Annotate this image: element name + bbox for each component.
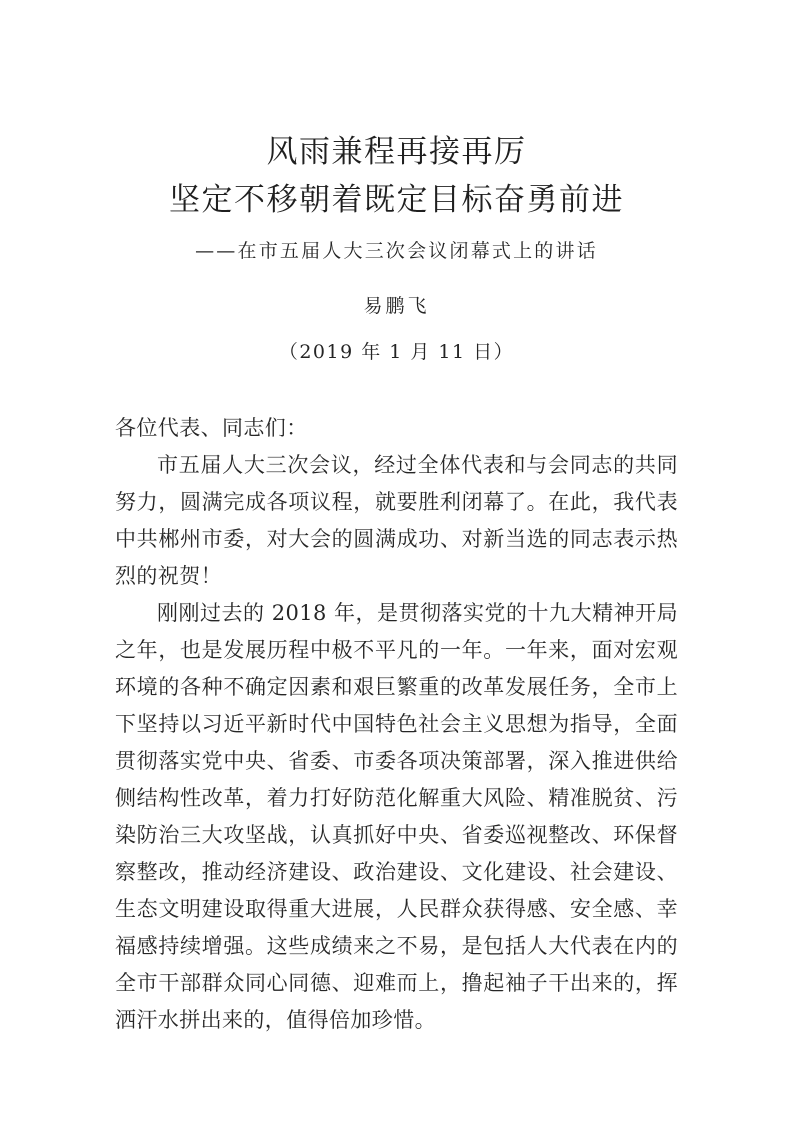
document-author: 易鹏飞 bbox=[363, 295, 430, 317]
document-title-line-1: 风雨兼程再接再厉 bbox=[266, 134, 527, 170]
document-body bbox=[115, 410, 678, 1039]
document-title-block bbox=[0, 128, 793, 224]
salutation: 各位代表、同志们： bbox=[115, 416, 308, 440]
body-paragraph: 市五届人大三次会议，经过全体代表和与会同志的共同努力，圆满完成各项议程，就要胜利闭幕了。在此，我代表中共郴州市委，对大会的圆满成功、对新当选的同志表示热烈的祝贺！ bbox=[115, 453, 678, 588]
document-date: （2019 年 1 月 11 日） bbox=[278, 341, 515, 363]
body-paragraph: 刚刚过去的 2018 年，是贯彻落实党的十九大精神开局之年，也是发展历程中极不平凡的一年。一年来，面对宏观环境的各种不确定因素和艰巨繁重的改革发展任务，全市上下坚持以习近平新时代中国特色社会主义思想为指导，全面贯彻落实党中央、省委、市委各项决策部署，深入推进供给侧结构性改革，着力打好防范化解重大风险、精准脱贫、污染防治三大攻坚战，认真抓好中央、省委巡视整改、环保督察整改，推动经济建设、政治建设、文化建设、社会建设、生态文明建设取得重大进展，人民群众获得感、安全感、幸福感持续增强。这些成绩来之不易，是包括人大代表在内的全市干部群众同心同德、迎难而上，撸起袖子干出来的，挥洒汗水拼出来的，值得倍加珍惜。 bbox=[115, 601, 678, 1032]
document-title-line-2: 坚定不移朝着既定目标奋勇前进 bbox=[169, 182, 624, 218]
document-subtitle: ——在市五届人大三次会议闭幕式上的讲话 bbox=[195, 240, 598, 262]
